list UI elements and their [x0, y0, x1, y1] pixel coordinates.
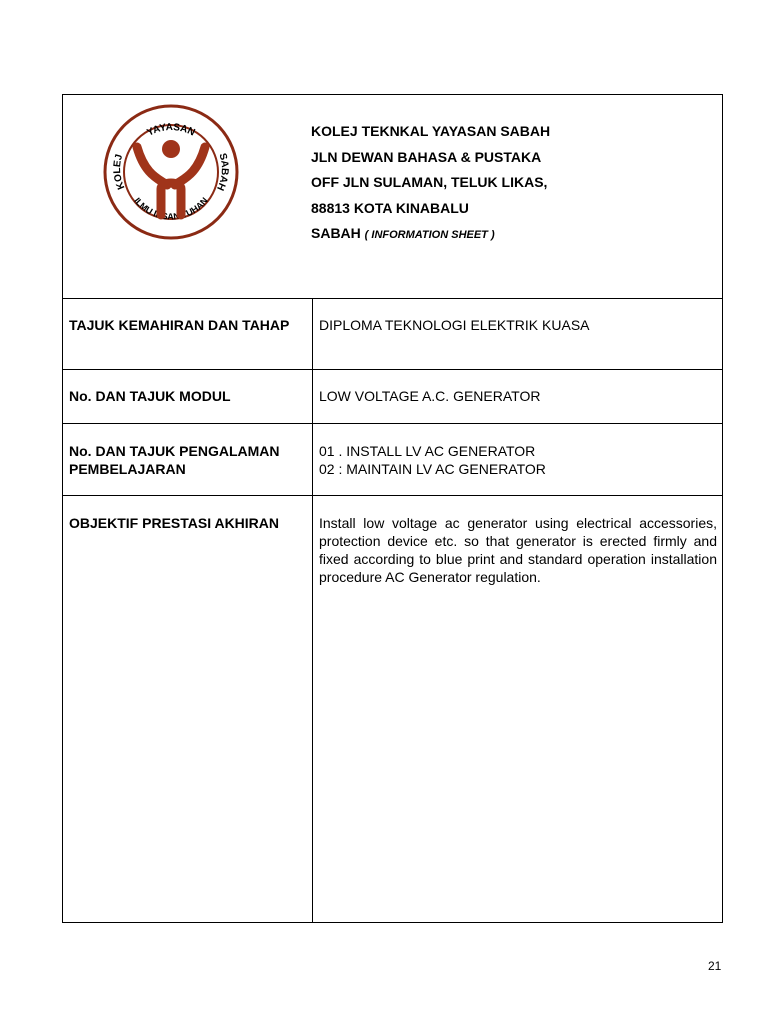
svg-text:ILMU INSAN TUHAN: [132, 196, 210, 222]
address-line: OFF JLN SULAMAN, TELUK LIKAS,: [311, 174, 548, 190]
table-row: [63, 298, 722, 370]
college-logo: [99, 103, 243, 241]
logo-bottom-text: ILMU INSAN TUHAN: [132, 195, 210, 222]
logo-left-text: KOLEJ: [112, 153, 128, 191]
row-label: TAJUK KEMAHIRAN DAN TAHAP: [69, 317, 290, 333]
row-label: No. DAN TAJUK PENGALAMAN PEMBELAJARAN: [69, 443, 280, 477]
logo-right-text: SABAH: [214, 152, 230, 193]
table-row: [63, 370, 722, 424]
value-line: 02 : MAINTAIN LV AC GENERATOR: [319, 461, 546, 477]
address-line-last: [311, 221, 550, 249]
row-value: Install low voltage ac generator using electrical accessories, protection device etc. so that generator is erected firmly and fixed according to blue print and standard operation installation procedure AC Generator regulation.: [319, 515, 717, 585]
sheet-type-label: ( INFORMATION SHEET ): [364, 229, 495, 241]
row-label: OBJEKTIF PRESTASI AKHIRAN: [69, 515, 280, 531]
address-line: 88813 KOTA KINABALU: [311, 199, 469, 216]
row-label: No. DAN TAJUK MODUL: [69, 388, 231, 404]
row-value: [319, 442, 717, 478]
page-number: 21: [708, 959, 722, 973]
value-line: 01 . INSTALL LV AC GENERATOR: [319, 443, 536, 459]
address-line: KOLEJ TEKNKAL YAYASAN SABAH: [311, 123, 551, 139]
svg-text:YAYASAN: [145, 122, 196, 139]
logo-top-text: YAYASAN: [145, 122, 197, 139]
address-state: SABAH: [311, 225, 361, 241]
address-line: JLN DEWAN BAHASA & PUSTAKA: [311, 148, 542, 165]
college-address: [311, 119, 550, 249]
row-value: LOW VOLTAGE A.C. GENERATOR: [319, 388, 541, 404]
table-row: [63, 424, 722, 496]
information-sheet: [62, 94, 723, 923]
table-row: [63, 496, 722, 922]
row-value: DIPLOMA TEKNOLOGI ELEKTRIK KUASA: [319, 317, 590, 333]
sheet-header: [63, 95, 722, 299]
logo-head-mark: [162, 140, 180, 158]
